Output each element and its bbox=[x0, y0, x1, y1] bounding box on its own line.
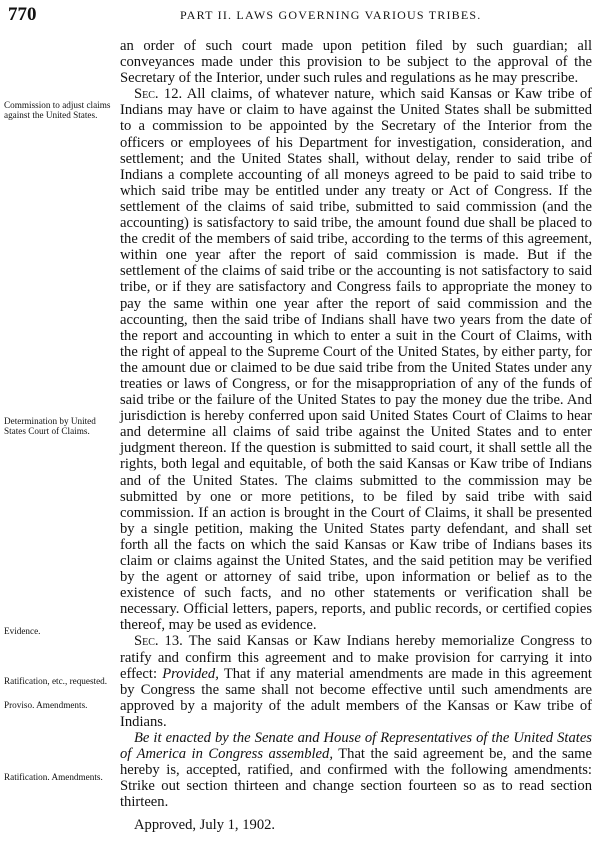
enacting-italic: Be it enacted by the Senate and House of Representatives of the United States of America in Congress assembled, bbox=[120, 730, 592, 763]
enacting-clause bbox=[120, 730, 592, 810]
paragraph-continuation: an order of such court made upon petition filed by such guardian; all conveyances made under this provision to be subject to the approval of the Secretary of the Interior, under such rules and regulations as he may prescribe. bbox=[120, 38, 592, 87]
section-13-text-a: The said Kansas or Kaw Indians hereby memorialize Congress to ratify and confirm this agreement and to make provision for carrying it into effect: bbox=[120, 633, 593, 682]
section-12-text: All claims, of whatever nature, which said Kansas or Kaw tribe of Indians may have or claim to have against the United States shall be submitted to a commission to be appointed by the Secretary of the Interior from the officers or employees of his Department for investigation, consideration, and settlement; and the United States shall, without delay, render to said tribe of Indians a complete accounting of all moneys agreed to be paid to said tribe to which said tribe may be entitled under any treaty or Act of Congress. If the settlement of the claims of said tribe, submitted to said commission (and the accounting) is satisfactory to said tribe, the amount found due shall be placed to the credit of the members of said tribe, according to the terms of this agreement, within one year after the report of said commission is made. But if the settlement of the claims of said tribe or the accounting is not satisfactory to said tribe, or if they are satisfactory and Congress fails to appropriate the money to pay the same within one year after the report of said commission and the accounting, then the said tribe of Indians shall have two years from the date of the report and accounting in which to enter a suit in the Court of Claims, with the right of appeal to the Supreme Court of the United States, by either party, for the amount due or claimed to be due said tribe from the United States under any treaties or laws of Congress, or for the misappropriation of any of the funds of said tribe or the failure of the United States to pay the money due the tribe. And jurisdiction is hereby conferred upon said United States Court of Claims to hear and determine all claims of said tribe against the United States and to enter judgment thereon. If the question is submitted to said court, it shall settle all the rights, both legal and equitable, of both the said Kansas or Kaw tribe of Indians and of the United States. The claims submitted to the commission may be submitted by one or more petitions, to be filed by said tribe with said commission. If an action is brought in the Court of Claims, it shall be presented by a single petition, making the United States party defendant, and shall set forth all the facts on which the said Kansas or Kaw tribe of Indians bases its claim or claims against the United States, and the said petition may be verified by the agent or attorney of said tribe, upon information or belief as to the existence of such facts, and no other statements or verification shall be necessary. Official letters, papers, reports, and public records, or certified copies thereof, may be used as evidence. bbox=[120, 86, 592, 634]
section-13-text-b: That if any material amendments are made in this agreement by Congress the same shall not become effective until such amendments are approved by a majority of the adult members of the Kansas or Kaw tribe of Indians. bbox=[120, 665, 592, 730]
margin-note-ratification-amendments: Ratification. Amendments. bbox=[4, 772, 103, 782]
approved-date: Approved, July 1, 1902. bbox=[134, 816, 276, 833]
running-head: PART II. LAWS GOVERNING VARIOUS TRIBES. bbox=[180, 8, 482, 22]
margin-note-proviso: Proviso. Amendments. bbox=[4, 700, 88, 710]
margin-note-commission: Commission to adjust claims against the United States. bbox=[4, 100, 111, 120]
body-text bbox=[120, 38, 592, 833]
enacting-text: That the said agreement be, and the same hereby is, accepted, ratified, and confirmed with the following amendments: Strike out section thirteen and change section fourteen so as to read section thirteen. bbox=[120, 746, 592, 811]
margin-note-determination: Determination by United States Court of Claims. bbox=[4, 416, 96, 436]
section-13 bbox=[120, 633, 592, 730]
margin-note-evidence: Evidence. bbox=[4, 626, 41, 636]
section-13-label: Sec. 13. bbox=[134, 633, 183, 650]
margin-note-ratification-requested: Ratification, etc., requested. bbox=[4, 676, 108, 686]
provided-italic: Provided, bbox=[162, 665, 219, 682]
section-12-label: Sec. 12. bbox=[134, 86, 183, 103]
section-12 bbox=[120, 86, 592, 633]
page-number: 770 bbox=[8, 4, 37, 25]
